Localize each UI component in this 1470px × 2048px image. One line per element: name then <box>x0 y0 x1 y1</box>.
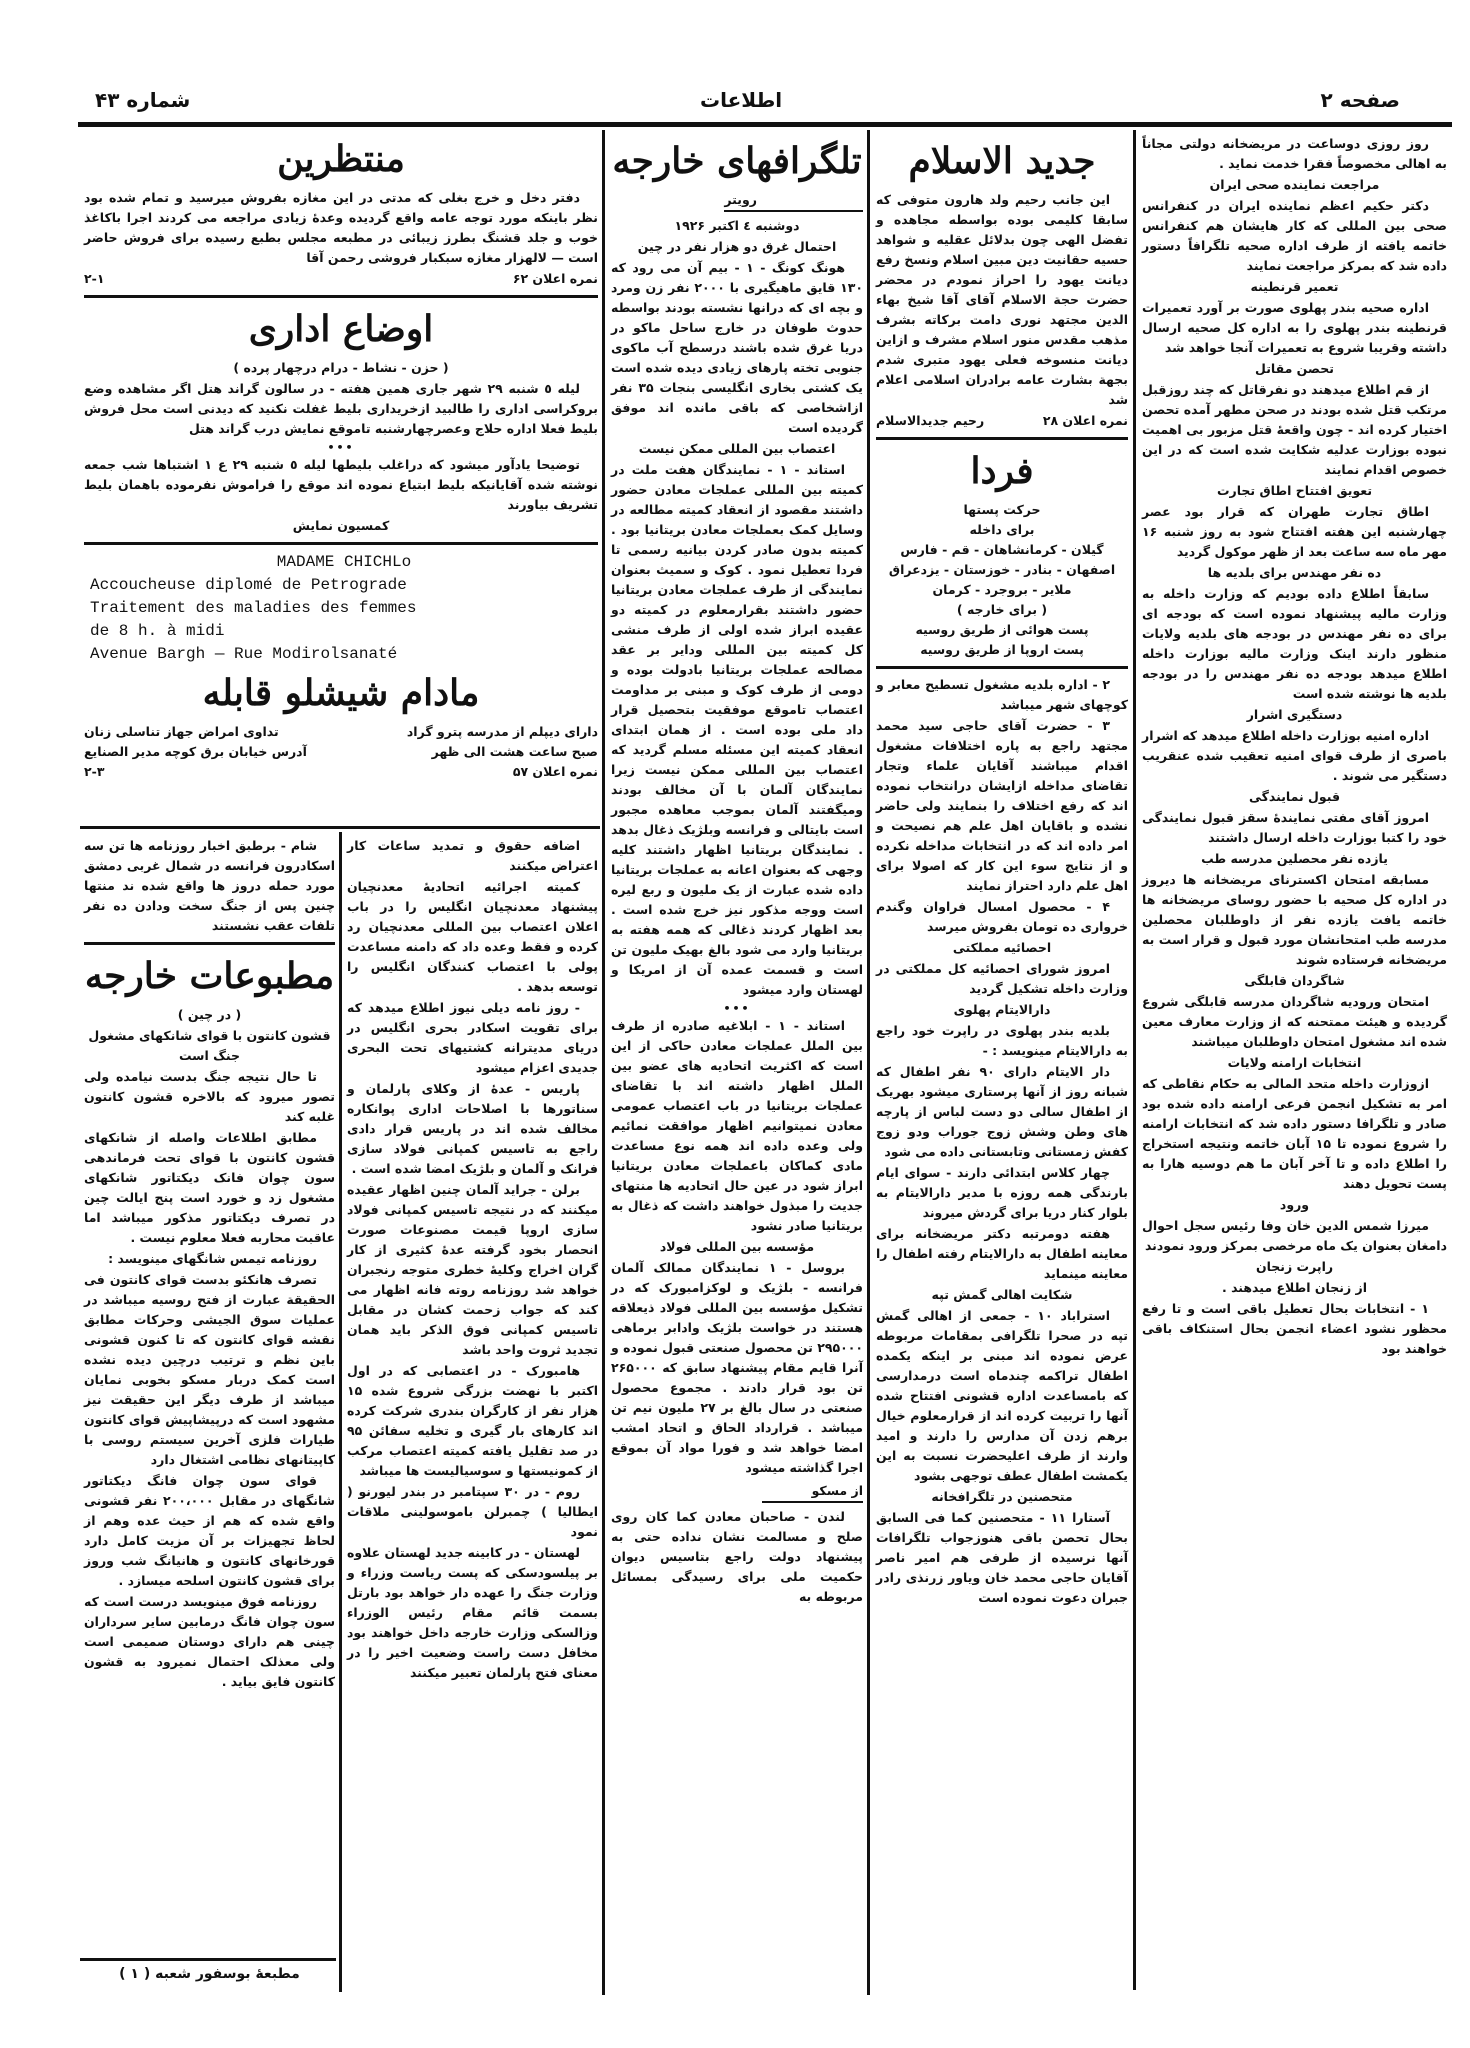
article-paragraph: پاریس - عدهٔ از وکلای پارلمان و سناتورها با اصلاحات اداری پوانکاره مخالف شده اند در پاریس قرار دادی راجع به تاسیس کمپانی فولاد سازی فرانک و آلمان و بلژیک امضا شده است . <box>347 1081 598 1176</box>
article-paragraph: ازوزارت داخله متحد المالی به حکام نقاطی که امر به تشکیل انجمن فرعی ارامنه داده شده بود صادر و تلگرافا دستور داده شد که انتخابات ارامنه را شروع نموده تا ۱۵ آبان خاتمه ونتیجه استخراج را اطلاع داده و تا آخر آبان ما هم دوسیه هارا به پست تحویل دهند <box>1142 1076 1447 1191</box>
column-lower-a <box>347 836 598 1684</box>
ad-detail: صبح ساعت هشت الی ظهر <box>431 744 598 759</box>
subheading: قشون کانتون با قوای شانکهای مشغول جنگ است <box>88 1028 331 1063</box>
article-paragraph: لندن - صاحبان معادن کما کان روی صلح و مسالمت نشان نداده حتی به پیشنهاد دولت راجع بتاسیس دیوان حکمیت ملی برای رسیدگی بمسائل مربوطه به <box>611 1509 863 1604</box>
article-paragraph: کمیته اجرائیه اتحادیهٔ معدنچیان پیشنهاد معدنچیان انگلیس را در باب اعلان اعتصاب بین المللی معدنچیان رد کرده و فقط وعده داد که دامنه مساعدت پولی با اعتصاب کنندگان انگلیس را توسعه بدهد . <box>347 879 598 994</box>
column-ads <box>84 132 598 782</box>
article-paragraph: ۱ - انتخابات بحال تعطیل باقی است و تا رفع محظور نشود اعضاء انجمن بحال استنکاف باقی خواهند بود <box>1142 1301 1447 1356</box>
ad-detail-row <box>84 742 598 762</box>
centered-line: کمسیون نمایش <box>292 518 390 533</box>
column-second <box>876 134 1128 1609</box>
article-paragraph: شام - برطبق اخبار روزنامه ها تن سه اسکادرون فرانسه در شمال غربی دمشق مورد حمله دروز ها واقع شده ند منتها چنین پس از جنگ سخت ودادن ده نفر تلفات عقب نشستند <box>84 838 335 933</box>
column-divider <box>867 130 870 1995</box>
column-telegrams <box>611 134 863 1608</box>
subheading: متحصنین در تلگرافخانه <box>931 1489 1073 1504</box>
article-paragraph: هونگ کونگ - ۱ - بیم آن می رود که ۱۳۰ قایق ماهیگیری با ۲۰۰۰ نفر زن ومرد و بچه ای که درانها نشسته بودند بواسطه حدوث طوفان در خارج ساحل ماکو در دریا غرق شده باشند درسطح آب ماکوی جنوبی تخته پارهای زیادی دیده شده است یک کشتی بخاری انگلیسی بنجات ۳۵ نفر ازاشخاصی که باقی مانده اند موفق گردیده است <box>611 260 863 435</box>
column-right <box>1142 134 1447 1360</box>
section-title: مطبوعات خارجه <box>84 955 335 997</box>
article-paragraph: ۲ - اداره بلدیه مشغول تسطیح معابر و کوچهای شهر میباشد <box>876 677 1128 712</box>
article-paragraph: امتحان ورودیه شاگردان مدرسه قابلگی شروع گردیده و هیئت ممتحنه که از وزارت معارف معین شده اند مشغول امتحان داوطلبان میباشند <box>1142 994 1447 1049</box>
issue-number: شماره ۴۳ <box>95 88 191 112</box>
subheading: اعتصاب بین المللی ممکن نیست <box>638 441 836 456</box>
section-rule <box>876 666 1128 669</box>
subheading: تعمیر قرنطینه <box>1250 279 1339 294</box>
column-divider <box>602 130 605 1995</box>
section-rule <box>80 1958 336 1961</box>
signature-left: ۲-۳ <box>84 764 105 779</box>
centered-line: حرکت پستها <box>963 502 1041 517</box>
ad-signature <box>84 762 598 782</box>
article-paragraph: امروز آقای مفتی نمایندهٔ سقز قبول نمایندگی خود را کتبا بوزارت داخله ارسال داشتند <box>1142 810 1447 845</box>
centered-line: گیلان - کرمانشاهان - قم - فارس <box>900 542 1104 557</box>
signature-left: ۲-۱ <box>84 271 105 286</box>
article-paragraph: مطابق اطلاعات واصله از شانکهای قشون کانتون با قوای تحت فرماندهی سون چوان فانک دیکتاتور شانکهای مشغول زد و خورد است پنج ایالت چین در تصرف دیکتاتور مذکور میباشد اما عاقبت محاربه فعلا معلوم نیست . <box>84 1130 335 1245</box>
column-divider <box>339 832 342 1992</box>
subheading: شکایت اهالی گمش تپه <box>931 1287 1073 1302</box>
article-paragraph: ۳ - حضرت آقای حاجی سید محمد مجتهد راجع به پاره اختلافات مشغول اقدام میباشند آقایان علماء وتجار تقاضای مداخله ازایشان درانتخاب نموده اند که رفع اختلاف را بنمایند ولی حاضر نشده و باقایان اهل علم هم نصیحت و امر داده اند که در انتخابات مداخله نکرده و از نتایج سوء این کار که اصولا برای اهل علم دارد احتراز نمایند <box>876 718 1128 893</box>
article-paragraph: تصرف هانکئو بدست قوای کانتون فی الحقیقة عبارت از فتح روسیه میباشد در عملیات سوق الجیشی وحرکات مطابق نقشه قوای کانتون که تا کنون قشونی باین نظم و ترتیب درچین دیده نشده است کمک دربار مسکو بخوبی نمایان میباشد از طرف دیگر این حقیقت نیز مشهود است که درپیشاپیش قوای کانتون طیارات فلزی آخرین سیستم روسی با کاپیتانهای نظامی اشتغال دارد <box>84 1272 335 1467</box>
section-rule <box>84 295 598 298</box>
centered-line: پست هوائی از طریق روسیه <box>915 622 1089 637</box>
separator-dots: ••• <box>327 441 355 454</box>
article-paragraph: اداره صحیه بندر پهلوی صورت بر آورد تعمیرات قرنطینه بندر پهلوی را به اداره کل صحیه ارسال داشته وقریبا شروع به تعمیرات آنجا خواهد شد <box>1142 300 1447 355</box>
subheading: مراجعت نماینده صحی ایران <box>1209 177 1380 192</box>
subheading: دستگیری اشرار <box>1246 707 1343 722</box>
printer-credit: مطبعهٔ بوسفور شعبه ( ۱ ) <box>119 1966 300 1982</box>
centered-line: ( برای خارجه ) <box>956 602 1048 617</box>
article-paragraph: میرزا شمس الدین خان وفا رئیس سجل احوال دامغان بعنوان یک ماه مرخصی بمرکز ورود نمودند <box>1142 1218 1447 1253</box>
column-divider <box>1133 130 1136 1990</box>
article-paragraph: مسابقه امتحان اکسترنای مریضخانه ها دیروز در اداره کل صحیه با حضور روسای مریضخانه ها خاتمه یافت یازده نفر از داوطلبان محصلین مدرسه طب امتحانشان مورد قبول و قرار است به مریضخانه فرستاده شوند <box>1142 872 1447 967</box>
article-paragraph: قوای سون چوان فانگ دیکتاتور شانگهای در مقابل ۲۰۰،۰۰۰ نفر قشونی واقع شده که هم از حیث عده وهم از لحاظ تجهیزات بر آن مزیت کامل دارد قورخانهای کانتون و هانیانگ شب وروز برای قشون کانتون اسلحه میسازد . <box>84 1473 335 1588</box>
page-number: صفحه ۲ <box>1320 88 1400 112</box>
subheading: دارالایتام پهلوی <box>953 1002 1051 1017</box>
signature-right: نمره اعلان ۵۷ <box>512 764 598 779</box>
article-paragraph: بروسل - ۱ نمایندگان ممالک آلمان فرانسه - بلژیک و لوکزامبورک که در تشکیل مؤسسه بین المللی فولاد ذیعلاقه هستند در خواست بلژیک وادابر برماهی ۲۹۵۰۰۰ تن محصول صنعتی قبول نموده و آنرا قایم مقام پیشنهاد سابق که ۲۶۵۰۰۰ تن بود قرار دادند . مجموع محصول صنعتی در سال بالغ بر ۲۷ ملیون نیم تن میباشد . قرارداد الحاق و اتحاد امشب امضا خواهد شد و فورا مواد آن بموقع اجرا گذاشته میشود <box>610 1260 863 1475</box>
centered-line: برای داخله <box>969 522 1035 537</box>
centered-line: ملایر - بروجرد - کرمان <box>932 582 1072 597</box>
subheading: مؤسسه بین المللی فولاد <box>659 1239 815 1254</box>
ad-detail-row <box>84 722 598 742</box>
ad-signature <box>876 411 1128 431</box>
article-paragraph: امروز شورای احصائیه کل مملکتی در وزارت داخله تشکیل گردید <box>876 961 1128 996</box>
newspaper-name: اطلاعات <box>700 88 783 112</box>
article-paragraph: استراباد ۱۰ - جمعی از اهالی گمش تپه در صحرا تلگرافی بمقامات مربوطه عرض نموده اند مبنی بر اینکه یکمده اطفال تراکمه چندماه است درمدارسی که بامساعدت اداره قشونی افتتاح شده آنها را تربیت کرده اند از قرارمعلوم خیال برهم زدن آن مدارس را دارند و امید وارند از طرف اعلیحضرت نسبت به این یکمشت اطفال عطف توجهی بشود <box>876 1308 1128 1483</box>
subheading: احصائیه مملکتی <box>952 940 1052 955</box>
subheading: ورود <box>1279 1197 1310 1212</box>
article-paragraph: چهار کلاس ابتدائی دارند - سوای ایام بارندگی همه روزه با مدیر دارالایتام به بلوار کنار دریا برای گردش میروند <box>876 1165 1128 1220</box>
article-paragraph: آستارا ۱۱ - متحصنین کما فی السابق بحال تحصن باقی هنوزجواب تلگرافات آنها نرسیده از طرفی هم امیر ناصر آقایان حاجی محمد خان ویاور زرنذی رادر جبران دعوت نموده است <box>876 1510 1128 1605</box>
section-title: منتظرین <box>277 138 405 180</box>
section-title: فردا <box>970 450 1034 492</box>
subheading: ( حزن - نشاط - درام درچهار پرده ) <box>233 360 449 375</box>
article-paragraph: لیله ٥ شنبه ۲۹ شهر جاری همین هفته - در سالون گراند هتل اگر مشاهده وضع بروکراسی اداری را طالبید ازخریداری بلیط غفلت نکنید که دیدنی است محل فروش بلیط فعلا اداره حلاج وعصرچهارشنبه تاموقع نمایش درب گراند هتل <box>84 381 598 436</box>
french-ad-line: Avenue Bargh — Rue Modirolsanaté <box>90 645 398 663</box>
article-paragraph: بلدیه بندر پهلوی در راپرت خود راجع به دارالایتام مینویسد : - <box>876 1023 1128 1058</box>
article-paragraph: ۴ - محصول امسال فراوان وگندم خرواری ده تومان بفروش میرسد <box>876 899 1128 934</box>
article-paragraph: هفته دومرتبه دکتر مریضخانه برای معاینه اطفال به دارالایتام رفته اطفال را معاینه مینماید <box>876 1226 1128 1281</box>
article-paragraph: دکتر حکیم اعظم نماینده ایران در کنفرانس صحی بین المللی که کار هایشان هم کنفرانس خاتمه یافته از طرف اداره صحیه تلگرافاً دستور داده شد که بمرکز مراجعت نمایند <box>1142 198 1447 273</box>
article-paragraph: - روز نامه دیلی نیوز اطلاع میدهد که برای تقویت اسکادر بحری انگلیس در دریای مدیترانه کشتیهای تحت البحری جدیدی اعزام میشود <box>347 1000 598 1075</box>
article-paragraph: روزنامه فوق مینویسد درست است که سون چوان فانگ درمابین سایر سرداران چینی هم دارای دوستان صمیمی است ولی معذلک احتمال نمیرود به قشون کانتون فایق بیاید . <box>84 1594 335 1689</box>
separator-dots: ••• <box>723 1002 751 1015</box>
article-paragraph: استاند - ۱ - نمایندگان هفت ملت در کمیته بین المللی عملجات معادن حضور داشتند مقصود از انعقاد کمیته مطالعه در وسایل کمک بعملجات معادن بریتانیا بود . کمیته بدون صادر کردن بیانیه رسمی تا فردا تعطیل نمود . کوک و سمیث بعنوان نمایندگی از طرف عملجات معادن بریتانیا حضور داشتند بقرارمعلوم در کمیته دو عقیده ابراز شده اولی از طرف منشی کل کمیته بین المللی ودایر بر عقد مصالحه عملجات بریتانیا بادولت بوده و دومی از طرف کوک و مبنی بر مداومت اعتصاب تاموقع موفقیت بتحصیل قرار داد ملی بوده است . از همان ابتدای انعقاد کمیته این مسئله مسلم گردید که اعتصاب بین المللی ممکن نیست زیرا نمایندگان آلمان با آن مخالف بودند ومیگفتند آلمان بموجب معاهده مجبور است بایتالی و فرانسه وبلژیک ذغال بدهد . نمایندگان بریتانیا اظهار داشتند کلیه وجهی که بعنوان اعانه به عملجات بریتانیا داده شده عبارت از یک ملیون و ربع لیره است ووجه مذکور نیز خرج شده است . بعد اظهار کردند ذغالی که همه هفته به بریتانیا وارد می شود بالغ بهیک ملیون تن است و قسمت عمده آن از امریکا و لهستان وارد میشود <box>611 462 863 997</box>
article-paragraph: از قم اطلاع میدهند دو نفرقاتل که چند روزقبل مرتکب قتل شده بودند در صحن مطهر آمده تحصن اختیار کرده اند - چون واقعهٔ قتل مزبور بی اهمیت نبوده بوزارت عدلیه شکایت شده است که در این خصوص اقدام نمایند <box>1142 382 1447 477</box>
subheading: انتخابات ارامنه ولایات <box>1227 1055 1362 1070</box>
article-paragraph: برلن - جراید آلمان چنین اظهار عقیده میکنند که در نتیجه تاسیس کمپانی فولاد سازی اروپا قیمت مصنوعات صورت انحصار بخود گرفته عدهٔ کثیری از کار گران اخراج وکلیهٔ خطری متوجه رنجبران خواهد شد روزنامه روته فانه اظهار می کند که جواب زحمت کشان در مقابل تاسیس کمپانی فوق الذکر باید همان تجدید ثروت واحد باشد <box>347 1182 598 1357</box>
ad-signature <box>84 269 598 289</box>
section-title: تلگرافهای خارجه <box>612 140 862 182</box>
subheading: شاگردان قابلگی <box>1244 973 1345 988</box>
article-paragraph: دار الایتام دارای ۹۰ نفر اطفال که شبانه روز از آنها پرستاری میشود بهریک از اطفال سالی دو دست لباس از پارچه های وطن وشش زوج جوراب ودو زوج کفش زمستانی وتابستانی داده می شود <box>876 1064 1128 1159</box>
ad-detail: دارای دیپلم از مدرسه پترو گراد <box>406 724 598 739</box>
subheading: ده نفر مهندس برای بلدیه ها <box>1207 565 1382 580</box>
signature-left: رحیم جدیدالاسلام <box>876 413 985 428</box>
ad-detail: آدرس خیابان برق کوچه مدیر الصنایع <box>84 744 307 759</box>
article-paragraph: دفتر دخل و خرج بغلی که مدتی در این مغازه بفروش میرسید و تمام شده بود نظر باینکه مورد توجه عامه واقع گردیده وعدهٔ زیادی مراجعه می کردند اجرا باکاغذ خوب و جلد قشنگ بطرز زیبائی در مطبعه مجلس بطبع رسیده برای فروش حاضر است — لالهزار مغازه سبکبار فروشی رحمن آقا <box>84 190 598 265</box>
signature-right: نمره اعلان ۶۲ <box>512 271 598 286</box>
section-rule <box>876 437 1128 440</box>
subheading: دوشنبه ٤ اکتبر ۱۹۲۶ <box>674 218 800 233</box>
section-rule <box>84 542 598 545</box>
french-ad-line: de 8 h. à midi <box>90 622 225 640</box>
french-ad-line: Accoucheuse diplomé de Petrograde <box>90 576 407 594</box>
subheading: قبول نمایندگی <box>1248 789 1341 804</box>
subheading: یازده نفر محصلین مدرسه طب <box>1201 851 1388 866</box>
signature-right: نمره اعلان ۲۸ <box>1042 413 1128 428</box>
centered-line: پست اروپا از طریق روسیه <box>920 642 1084 657</box>
subheading: از مسکو <box>762 1481 863 1503</box>
subheading: تحصن مقاتل <box>1255 361 1334 376</box>
article-paragraph: توضیحا یادآور میشود که دراغلب بلیطها لیله ٥ شنبه ۲۹ ع ۱ اشتباها شب جمعه نوشته شده آقایانیکه بلیط ابتیاع نموده اند موقع را فراموش نفرموده باهمان بلیط تشریف بیاورند <box>84 457 598 512</box>
article-paragraph: روز روزی دوساعت در مریضخانه دولتی مجاناً به اهالی مخصوصاً فقرا خدمت نماید . <box>1142 136 1447 171</box>
section-rule <box>84 942 335 945</box>
header-rule <box>78 122 1452 127</box>
column-lower-b <box>84 836 335 1693</box>
news-source: رویتر <box>724 190 863 212</box>
article-paragraph: اداره امنیه بوزارت داخله اطلاع میدهد که اشرار باصری از طرف قوای امنیه تعقیب شده عنقریب دستگیر می شوند . <box>1142 728 1447 783</box>
french-ad-title: MADAME CHICHLo <box>276 553 412 571</box>
article-paragraph: اطاق تجارت طهران که قرار بود عصر چهارشنبه این هفته افتتاح شود به روز شنبه ۱۶ مهر ماه سه ساعت بعد از ظهر موکول گردید <box>1142 504 1447 559</box>
article-paragraph: لهستان - در کابینه جدید لهستان علاوه بر پیلسودسکی که پست ریاست وزراء و وزارت جنگ را عهده دار خواهد بود بارتل بسمت قائم مقام رئیس الوزراء وزالسکی وزارت خارجه داخل خواهند بود مخافل دست راست وضعیت اخیر را در معنای فتح پارلمان تعبیر میکنند <box>347 1545 598 1680</box>
article-paragraph: سابقاً اطلاع داده بودیم که وزارت داخله به وزارت مالیه پیشنهاد نموده است که بودجه ای برای ده نفر مهندس در بودجه های بلدیه ولایات منظور دارند اینک وزارت مالیه بوزارت داخله اطلاع میدهد بودجه ده نفر مهندس را در بودجه بلدیه ها نوشته شده است <box>1142 586 1447 701</box>
section-title: جدید الاسلام <box>908 140 1096 182</box>
subheading: تعویق افتتاح اطاق تجارت <box>1216 483 1373 498</box>
section-title: مادام شیشلو قابله <box>202 672 480 714</box>
french-ad-line: Traitement des maladies des femmes <box>90 599 417 617</box>
section-title: اوضاع اداری <box>248 308 434 350</box>
section-rule <box>80 826 600 829</box>
article-paragraph: تا حال نتیجه جنگ بدست نیامده ولی تصور میرود که بالاخره قشون کانتون غلبه کند <box>84 1069 335 1124</box>
centered-line: اصفهان - بنادر - خوزستان - یزدعراق <box>888 562 1116 577</box>
article-paragraph: هامبورک - در اعتصابی که در اول اکتبر با نهضت بزرگی شروع شده ۱۵ هزار نفر از کارگران بندری شرکت کرده اند کارهای بار گیری و تخلیه سفائن ۹۵ در صد تقلیل یافته کمیته اعتصاب مرکب از کمونیستها و سوسیالیست ها میباشد <box>347 1363 598 1478</box>
subheading: احتمال غرق دو هزار نفر در چین <box>637 239 837 254</box>
article-paragraph: روم - در ۳۰ سپتامبر در بندر لیورنو ( ایطالیا ) چمبرلن باموسولینی ملاقات نمود <box>347 1484 598 1539</box>
subheading: از زنجان اطلاع میدهند . <box>1221 1280 1368 1295</box>
subheading: راپرت زنجان <box>1255 1259 1334 1274</box>
ad-detail: تداوی امراض جهاز تناسلی زنان <box>84 724 279 739</box>
subheading: ( در چین ) <box>177 1007 242 1022</box>
article-paragraph: اضافه حقوق و تمدید ساعات کار اعتراض میکنند <box>347 838 598 873</box>
article-paragraph: روزنامه تیمس شانگهای مینویسد : <box>108 1251 317 1266</box>
article-paragraph: استاند - ۱ - ابلاغیه صادره از طرف بین الملل عملجات معادن حاکی از این است که اکثریت اتحادیه های عضو بین الملل اظهار داشته اند با تقاضای عملجات بریتانیا در باب اعتصاب عمومی معادن نمیتوانیم اظهار موافقت نمائیم ولی وعده داده اند همه نوع مساعدت مادی کماکان باعملجات معادن بریتانیا ابراز شود در عین حال اتحادیه ها منتهای جدیت را مبذول خواهند داشت که ذغال به بریتانیا صادر نشود <box>611 1018 863 1233</box>
article-paragraph: این جانب رحیم ولد هارون متوفی که سابقا کلیمی بوده بواسطه مجاهده و تفضل الهی چون بدلائل عقلیه و شواهد حسیه حقانیت دین مبین اسلام ونسخ رفع دیانت یهود را احراز نمودم در محضر حضرت حجة الاسلام آقای آقا شیخ بهاء الدین مجتهد نوری دامت برکاته بشرف مذهب مقدس منور اسلام مشرف و ازاین دیانت منسوخه فعلی یهود متبری شدم بجهة بشارت عامه برادران اسلامی اعلام شد <box>876 192 1128 407</box>
